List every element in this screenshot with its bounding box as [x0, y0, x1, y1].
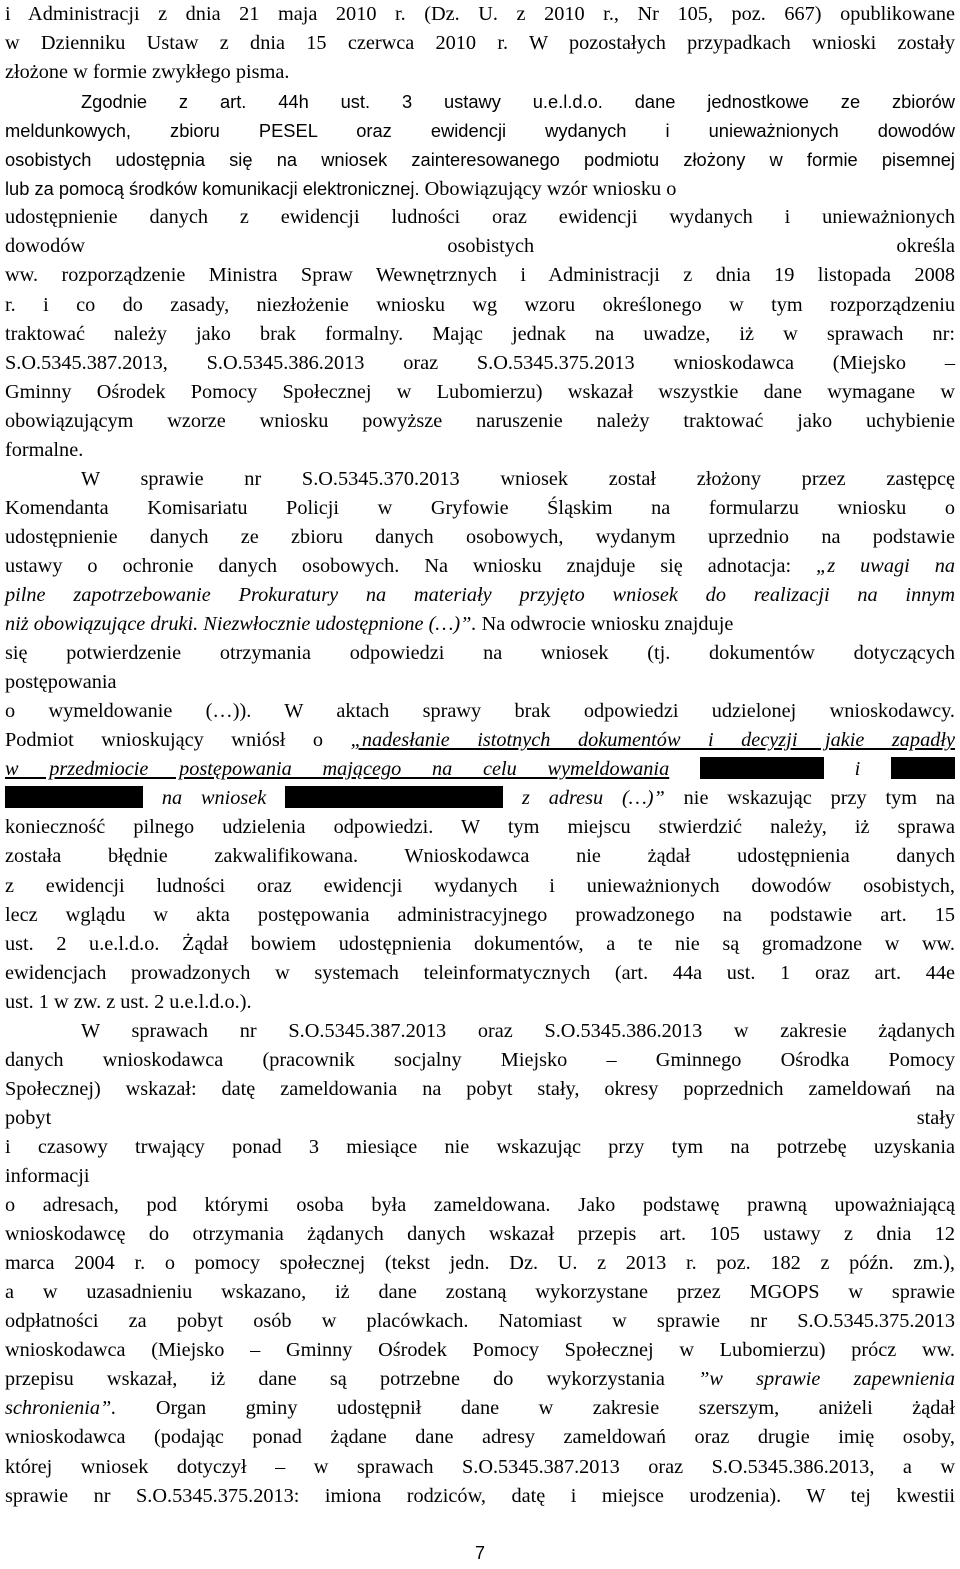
text-line [5, 1249, 955, 1278]
text-line [5, 1104, 955, 1133]
text-segment: obowiązującym wzorze wniosku powyższe naruszenie należy traktować jako uchybienie [5, 409, 955, 432]
text-line [5, 261, 955, 290]
text-segment: danych wnioskodawca (pracownik socjalny Miejsko – Gminnego Ośrodka Pomocy [5, 1048, 955, 1071]
text-segment: pilne zapotrzebowanie Prokuratury na materiały przyjęto wniosek do realizacji na innym [5, 584, 955, 606]
text-line [5, 1423, 955, 1452]
text-segment: meldunkowych, zbioru PESEL oraz ewidencji wydanych i unieważnionych dowodów [5, 120, 955, 142]
text-segment: Podmiot wnioskujący wniósł o [5, 729, 351, 752]
text-segment: ust. 1 w zw. z ust. 2 u.e.l.d.o.). [5, 990, 252, 1013]
text-line [5, 639, 955, 668]
text-line [5, 58, 955, 87]
text-line [5, 0, 955, 29]
text-line [5, 465, 955, 494]
text-line [5, 872, 955, 901]
text-segment: dane jednostkowe ze zbiorów [634, 91, 955, 113]
text-segment: przepisu wskazał, iż dane są potrzebne do wykorzystania [5, 1368, 699, 1391]
text-line [5, 1191, 955, 1220]
page-number: 7 [474, 1543, 485, 1563]
text-line [5, 901, 955, 930]
text-line [5, 232, 955, 261]
text-segment: Gminny Ośrodek Pomocy Społecznej w Lubomierzu) wskazał wszystkie dane wymagane w [5, 380, 955, 403]
text-line [5, 784, 955, 813]
text-segment: ewidencjach prowadzonych w systemach teleinformatycznych (art. 44a ust. 1 oraz art. 44e [5, 961, 955, 984]
text-segment: S.O.5345.387.2013, S.O.5345.386.2013 oraz S.O.5345.375.2013 wnioskodawca (Miejsko – [5, 351, 955, 374]
text-line [5, 407, 955, 436]
text-segment: Społecznej) wskazał: datę zameldowania na pobyt stały, okresy poprzednich zameldowań na [5, 1077, 955, 1100]
text-line [5, 1220, 955, 1249]
text-segment: nie wskazując przy tym na [664, 787, 955, 810]
text-line [5, 959, 955, 988]
text-segment: schronienia”. [5, 1397, 117, 1420]
text-segment: została błędnie zakwalifikowana. Wnioskodawca nie żądał udostępnienia danych [5, 845, 955, 868]
text-line [5, 813, 955, 842]
text-segment: udostępnienie danych z ewidencji ludności oraz ewidencji wydanych i unieważnionych [5, 206, 955, 229]
text-line [5, 988, 955, 1017]
text-segment: udostępnienie danych ze zbioru danych osobowych, wydanym uprzednio na podstawie [5, 525, 955, 548]
text-segment: informacji [5, 1165, 90, 1187]
text-line [5, 581, 955, 610]
text-line [5, 1482, 955, 1511]
text-line [5, 436, 955, 465]
text-segment: W sprawach nr S.O.5345.387.2013 oraz S.O.5345.386.2013 w zakresie żądanych [81, 1019, 955, 1042]
text-segment: konieczność pilnego udzielenia odpowiedzi. W tym miejscu stwierdzić należy, iż sprawa [5, 816, 955, 839]
text-segment: lecz wglądu w akta postępowania administracyjnego prowadzonego na podstawie art. 15 [5, 903, 955, 926]
text-line [5, 1307, 955, 1336]
text-segment: której wniosek dotyczył – w sprawach S.O.5345.387.2013 oraz S.O.5345.386.2013, a w [5, 1455, 955, 1478]
text-segment: pobyt stały [5, 1106, 955, 1129]
text-line [5, 668, 955, 697]
text-line [5, 610, 955, 639]
text-line [5, 1365, 955, 1394]
text-segment: o adresach, pod którymi osoba była zameldowana. Jako podstawę prawną upoważniającą [5, 1194, 955, 1217]
text-segment: Zgodnie z art. 44h ust. 3 ustawy u.e.l.d.o. [81, 91, 635, 113]
text-segment: w Dzienniku Ustaw z dnia 15 czerwca 2010 r. W pozostałych przypadkach wnioski zostały [5, 32, 955, 55]
text-segment: „z uwagi na [816, 554, 955, 577]
text-segment: r. i co do zasady, niezłożenie wniosku wg wzoru określonego w tym rozporządzeniu [5, 293, 955, 316]
text-segment: niż obowiązujące druki. Niezwłocznie udostępnione (…)”. [5, 613, 477, 636]
text-line [5, 523, 955, 552]
redaction-block [5, 786, 143, 808]
text-line [5, 1133, 955, 1162]
text-segment: i Administracji z dnia 21 maja 2010 r. (Dz. U. z 2010 r., Nr 105, poz. 667) opublikowane [5, 3, 955, 25]
text-segment: Organ gminy udostępnił dane w zakresie szerszym, aniżeli żądał [116, 1397, 955, 1420]
text-segment: W sprawie nr S.O.5345.370.2013 wniosek został złożony przez zastępcę [81, 467, 955, 490]
text-segment: a w uzasadnieniu wskazano, iż dane zostaną wykorzystane przez MGOPS w sprawie [5, 1281, 955, 1304]
text-segment: formalne. [5, 438, 84, 461]
text-segment: ww. rozporządzenie Ministra Spraw Wewnętrznych i Administracji z dnia 19 listopada 2008 [5, 264, 955, 287]
text-line [5, 116, 955, 145]
text-segment: osobistych udostępnia się na wniosek zainteresowanego podmiotu złożony w formie pisemnej [5, 149, 955, 171]
text-line [5, 145, 955, 174]
text-segment: lub za pomocą środków komunikacji elektronicznej. [5, 178, 420, 200]
text-segment: w przedmiocie postępowania mającego na celu wymeldowania [5, 758, 670, 781]
text-segment: odpłatności za pobyt osób w placówkach. Natomiast w sprawie nr S.O.5345.375.2013 [5, 1310, 955, 1333]
text-line [5, 378, 955, 407]
text-segment: i czasowy trwający ponad 3 miesiące nie wskazując przy tym na potrzebę uzyskania [5, 1135, 955, 1158]
text-line [5, 1162, 955, 1191]
text-line [5, 349, 955, 378]
text-segment: ust. 2 u.e.l.d.o. Żądał bowiem udostępnienia dokumentów, a te nie są gromadzone w ww. [5, 932, 955, 955]
text-segment: o wymeldowanie (…)). W aktach sprawy brak odpowiedzi udzielonej wnioskodawcy. [5, 700, 955, 723]
redaction-block [285, 786, 503, 808]
text-line [5, 842, 955, 871]
text-line [5, 726, 955, 755]
text-line [5, 203, 955, 232]
text-segment: Komendanta Komisariatu Policji w Gryfowie Śląskim na formularzu wniosku o [5, 496, 955, 519]
text-segment: ”w sprawie zapewnienia [698, 1368, 956, 1391]
text-segment: „nadesłanie istotnych dokumentów i decyzji jakie zapadły [350, 729, 955, 752]
text-line [5, 930, 955, 959]
text-line [5, 697, 955, 726]
text-line [5, 494, 955, 523]
text-segment: wnioskodawca (podając ponad żądane dane adresy zameldowań oraz drugie imię osoby, [5, 1426, 955, 1449]
text-line [5, 320, 955, 349]
text-segment: marca 2004 r. o pomocy społecznej (tekst jedn. Dz. U. z 2013 r. poz. 182 z późn. zm.), [5, 1252, 955, 1275]
text-segment: i [823, 758, 892, 781]
text-segment: Obowiązujący wzór wniosku o [419, 178, 677, 201]
text-segment: na wniosek [143, 787, 286, 810]
text-segment: z adresu (…)” [503, 787, 665, 810]
text-line [5, 174, 955, 203]
text-segment [669, 758, 700, 780]
text-segment: złożone w formie zwykłego pisma. [5, 61, 290, 84]
text-segment: wnioskodawcę do otrzymania żądanych danych wskazał przepis art. 105 ustawy z dnia 12 [5, 1223, 955, 1246]
text-line [5, 1046, 955, 1075]
text-line [5, 1017, 955, 1046]
text-segment: ustawy o ochronie danych osobowych. Na wniosku znajduje się adnotacja: [5, 554, 817, 577]
text-segment: dowodów osobistych określa [5, 235, 955, 258]
text-segment: sprawie nr S.O.5345.375.2013: imiona rodziców, datę i miejsce urodzenia). W tej kwestii [5, 1484, 955, 1507]
text-segment: wnioskodawca (Miejsko – Gminny Ośrodek Pomocy Społecznej w Lubomierzu) prócz ww. [5, 1339, 955, 1362]
text-line [5, 1278, 955, 1307]
text-line [5, 1075, 955, 1104]
text-line [5, 1453, 955, 1482]
text-line [5, 1336, 955, 1365]
text-segment: traktować należy jako brak formalny. Mając jednak na uwadze, iż w sprawach nr: [5, 322, 955, 345]
redaction-block [891, 757, 955, 779]
text-line [5, 29, 955, 58]
text-line [5, 755, 955, 784]
text-segment: postępowania [5, 671, 117, 694]
text-line [5, 291, 955, 320]
text-line [5, 552, 955, 581]
text-line [5, 87, 955, 116]
text-segment: Na odwrocie wniosku znajduje [476, 613, 734, 636]
text-line [5, 1394, 955, 1423]
text-segment: z ewidencji ludności oraz ewidencji wydanych i unieważnionych dowodów osobistych, [5, 874, 955, 897]
text-segment: się potwierdzenie otrzymania odpowiedzi na wniosek (tj. dokumentów dotyczących [5, 642, 955, 665]
redaction-block [700, 757, 824, 779]
